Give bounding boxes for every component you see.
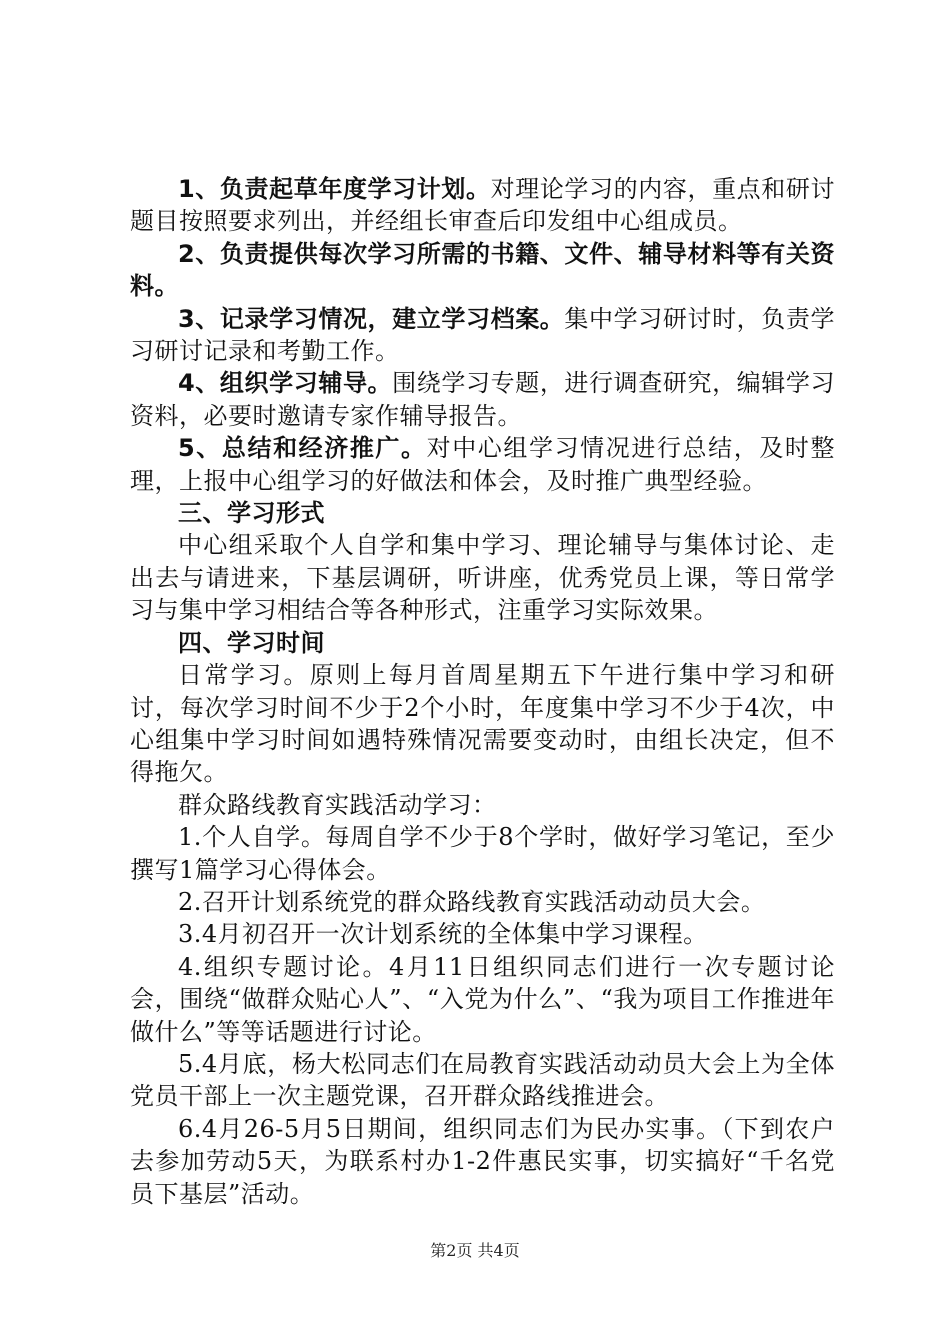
list-item: 6.4月26-5月5日期间，组织同志们为民办实事。（下到农户去参加劳动5天，为联系村办1-2件惠民实事，切实搞好“千名党员下基层”活动。 [130,1114,835,1208]
duty-text-5: 对中心组学习情况进行总结，及时整理，上报中心组学习的好做法和体会，及时推广典型经验。 [130,434,836,495]
list-item: 3.4月初召开一次计划系统的全体集中学习课程。 [178,920,708,949]
duty-text-3: 集中学习研讨时，负责学习研讨记录和考勤工作。 [130,304,835,366]
list-item: 2.召开计划系统党的群众路线教育实践活动动员大会。 [178,887,766,916]
list-item: 4.组织专题讨论。4月11日组织同志们进行一次专题讨论会，围绕“做群众贴心人”、“入党为什么”、“我为项目工作推进年做什么”等等话题进行讨论。 [130,952,835,1046]
section-heading-form: 三、学习形式 [178,499,325,528]
document-body [130,173,835,1210]
form-paragraph: 中心组采取个人自学和集中学习、理论辅导与集体讨论、走出去与请进来，下基层调研，听讲座，优秀党员上课，等日常学习与集中学习相结合等各种形式，注重学习实际效果。 [130,531,835,625]
page-number-footer: 第2页 共4页 [430,1241,520,1260]
duty-paragraph-4 [130,367,835,432]
duty-lead-4: 4、组织学习辅导。 [178,369,393,398]
duty-lead-3: 3、记录学习情况，建立学习档案。 [178,304,565,333]
list-item: 5.4月底，杨大松同志们在局教育实践活动动员大会上为全体党员干部上一次主题党课，召开群众路线推进会。 [130,1049,835,1111]
mass-line-intro: 群众路线教育实践活动学习： [178,790,497,819]
duty-lead-2: 2、负责提供每次学习所需的书籍、文件、辅导材料等有关资料。 [130,239,835,301]
duty-paragraph-2 [130,238,835,303]
list-item: 1.个人自学。每周自学不少于8个学时，做好学习笔记，至少撰写1篇学习心得体会。 [130,823,835,884]
duty-paragraph-3 [130,303,835,368]
duty-paragraph-1 [130,173,835,238]
duty-lead-5: 5、总结和经济推广。 [178,434,427,463]
duty-text-4: 围绕学习专题，进行调查研究，编辑学习资料，必要时邀请专家作辅导报告。 [130,369,835,430]
duty-text-1: 对理论学习的内容，重点和研讨题目按照要求列出，并经组长审查后印发组中心组成员。 [130,175,836,236]
duty-lead-1: 1、负责起草年度学习计划。 [178,175,491,203]
time-paragraph: 日常学习。原则上每月首周星期五下午进行集中学习和研讨，每次学习时间不少于2个小时，年度集中学习不少于4次，中心组集中学习时间如遇特殊情况需要变动时，由组长决定，但不得拖欠。 [130,661,835,787]
section-heading-time: 四、学习时间 [178,628,325,657]
duty-paragraph-5 [130,432,835,497]
